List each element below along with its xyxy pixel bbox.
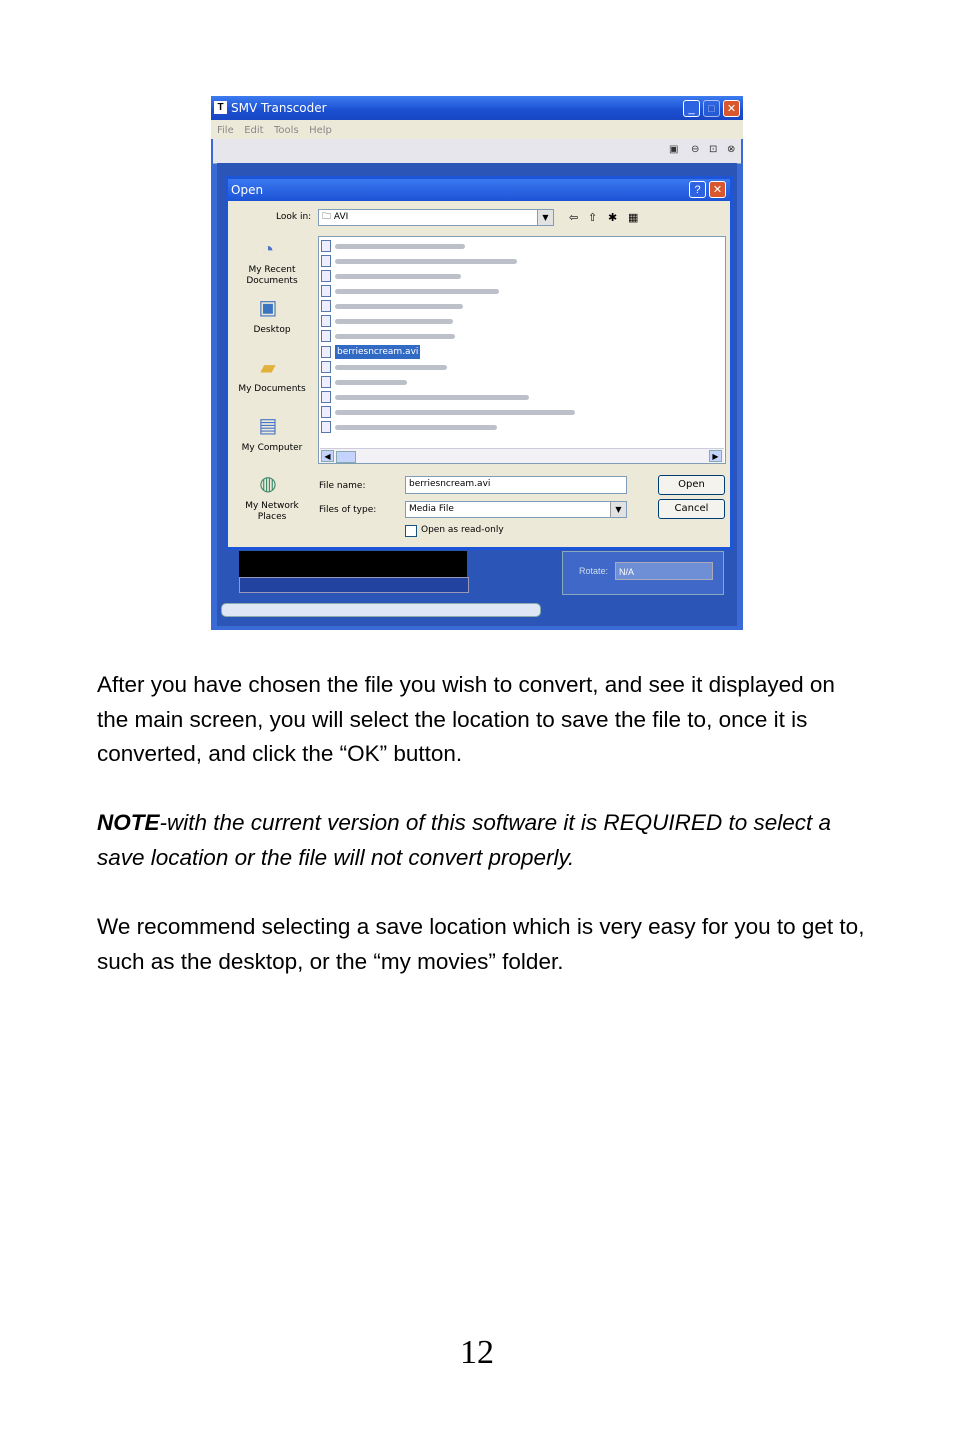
file-name-label: File name:: [319, 481, 366, 491]
look-in-value: AVI: [333, 212, 349, 222]
paragraph-note: [97, 806, 867, 875]
file-icon: [321, 361, 331, 373]
app-title-bar: [211, 96, 743, 120]
recent-documents-icon: ◔: [261, 239, 275, 261]
list-item[interactable]: [321, 375, 621, 389]
file-icon: [321, 391, 331, 403]
files-of-type-label: Files of type:: [319, 505, 377, 515]
list-item[interactable]: [321, 420, 621, 434]
menu-tools[interactable]: Tools: [274, 125, 299, 136]
places-bar: [228, 235, 316, 525]
scroll-right-icon[interactable]: ▶: [709, 450, 722, 462]
maximize-icon[interactable]: □: [703, 100, 720, 117]
up-folder-icon[interactable]: ⇧: [588, 212, 598, 224]
video-preview: [239, 551, 467, 577]
my-computer-icon: ▤: [258, 415, 278, 437]
file-icon: [321, 406, 331, 418]
file-icon: [321, 240, 331, 252]
read-only-checkbox[interactable]: [405, 525, 417, 537]
selected-file-name: berriesncream.avi: [337, 347, 419, 357]
dialog-close-icon[interactable]: ✕: [709, 181, 726, 198]
scroll-left-icon[interactable]: ◀: [321, 450, 334, 462]
read-only-label: Open as read-only: [421, 525, 504, 535]
look-in-select[interactable]: [318, 209, 554, 226]
my-documents-icon: ▰: [260, 357, 276, 379]
file-icon: [321, 300, 331, 312]
back-icon[interactable]: ⇦: [569, 212, 579, 224]
app-toolbar-strip: [213, 139, 741, 164]
cancel-button[interactable]: Cancel: [658, 499, 725, 519]
file-icon: [321, 346, 331, 358]
file-icon: [321, 285, 331, 297]
file-icon: [321, 421, 331, 433]
list-item-selected[interactable]: [321, 345, 621, 359]
paragraph-recommendation: [97, 910, 867, 979]
list-item[interactable]: [321, 284, 621, 298]
strip-minimize-icon[interactable]: ⊖: [691, 144, 700, 155]
look-in-label: Look in:: [276, 212, 312, 222]
list-item[interactable]: [321, 239, 621, 253]
close-icon[interactable]: ✕: [723, 100, 740, 117]
horizontal-scrollbar[interactable]: [320, 448, 724, 463]
list-item[interactable]: [321, 254, 621, 268]
new-folder-icon[interactable]: ✱: [608, 212, 618, 224]
screenshot-smv-transcoder: [211, 96, 743, 630]
paragraph-3: We recommend selecting a save location which is very easy for you to get to, such as the desktop, or the “my movies” folder.: [97, 914, 865, 974]
files-of-type-select[interactable]: [405, 501, 627, 518]
menu-file[interactable]: File: [217, 125, 234, 136]
note-label: NOTE: [97, 810, 160, 835]
app-menu-bar: [211, 120, 743, 139]
file-list[interactable]: [318, 236, 726, 464]
file-icon: [321, 255, 331, 267]
list-item[interactable]: [321, 299, 621, 313]
place-network[interactable]: My Network Places: [245, 501, 299, 522]
paragraph-instructions: [97, 668, 867, 772]
views-icon[interactable]: ▦: [628, 212, 639, 224]
dialog-title-bar: [228, 179, 730, 201]
place-desktop[interactable]: Desktop: [253, 325, 291, 335]
place-my-computer[interactable]: My Computer: [241, 443, 303, 453]
scroll-thumb[interactable]: [336, 451, 356, 463]
place-my-documents[interactable]: My Documents: [238, 384, 306, 394]
page-number: 12: [460, 1334, 494, 1371]
files-of-type-value: Media File: [409, 504, 454, 514]
look-in-dropdown-icon[interactable]: ▼: [537, 210, 553, 225]
paragraph-1: After you have chosen the file you wish to convert, and see it displayed on the main screen, you will select the location to save the file to, once it is converted, and click the “OK” button.: [97, 672, 835, 766]
rotate-select[interactable]: N/A: [615, 562, 713, 580]
menu-edit[interactable]: Edit: [244, 125, 264, 136]
list-item[interactable]: [321, 405, 621, 419]
rotate-panel: [562, 551, 724, 595]
app-title: SMV Transcoder: [231, 101, 327, 115]
open-button[interactable]: Open: [658, 475, 725, 495]
file-icon: [321, 376, 331, 388]
help-icon[interactable]: ?: [689, 181, 706, 198]
desktop-icon: ▣: [258, 297, 278, 319]
place-recent[interactable]: My Recent Documents: [246, 265, 298, 286]
strip-maximize-icon[interactable]: ⊡: [709, 144, 718, 155]
progress-bar: [221, 603, 541, 617]
list-item[interactable]: [321, 314, 621, 328]
minimize-icon[interactable]: _: [683, 100, 700, 117]
list-item[interactable]: [321, 269, 621, 283]
folder-icon: 🗀: [322, 212, 332, 222]
open-dialog: [225, 176, 733, 550]
note-text: -with the current version of this software it is REQUIRED to select a save location or the file will not convert properly.: [97, 810, 831, 870]
menu-help[interactable]: Help: [309, 125, 332, 136]
dialog-title: Open: [231, 183, 264, 197]
strip-close-icon[interactable]: ⊗: [727, 144, 736, 155]
file-icon: [321, 315, 331, 327]
list-item[interactable]: [321, 360, 621, 374]
files-of-type-dropdown-icon[interactable]: ▼: [610, 502, 626, 517]
seek-bar[interactable]: [239, 577, 469, 593]
file-name-input[interactable]: berriesncream.avi: [405, 476, 627, 494]
network-places-icon: ◍: [259, 473, 277, 495]
rotate-label: Rotate:: [579, 566, 609, 576]
file-icon: [321, 270, 331, 282]
app-icon: T: [214, 101, 227, 114]
list-item[interactable]: [321, 390, 621, 404]
settings-icon[interactable]: ▣: [669, 144, 679, 155]
file-icon: [321, 330, 331, 342]
list-item[interactable]: [321, 329, 621, 343]
